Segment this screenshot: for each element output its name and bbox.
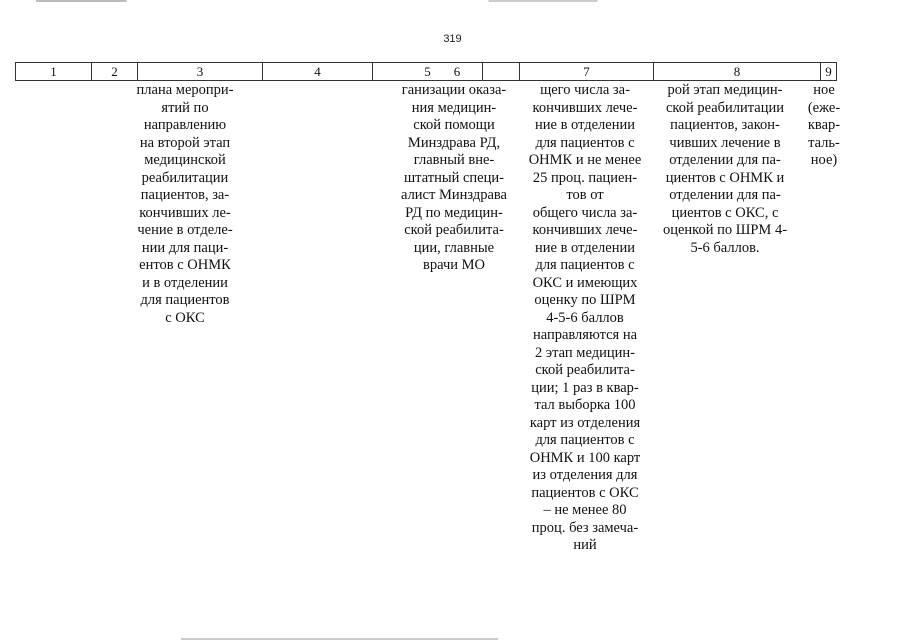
column-8-text: рой этап медицин- ской реабилитации пациентов, закон- чивших лечение в отделении для па- циентов с ОНМК и отделении для па- циентов с ОКС, с оценкой по ШРМ 4- 5-6 баллов. — [662, 82, 788, 256]
column-3-text: плана меропри- ятий по направлению на второй этап медицинской реабилитации пациентов, за- кончивших ле- чение в отделе- нии для паци- ентов с ОНМК и в отделении для пациентов с ОКС — [136, 82, 234, 326]
header-cell-7: 7 — [519, 63, 653, 80]
header-cell-2: 2 — [91, 63, 137, 80]
page-number: 319 — [443, 33, 462, 45]
table-header-row — [15, 62, 837, 81]
scan-edge-top — [0, 0, 905, 2]
header-cell-3: 3 — [137, 63, 262, 80]
column-7-text: щего числа за- кончивших лече- ние в отделении для пациентов с ОНМК и не менее 25 проц. пациен- тов от общего числа за- кончивших лече- ние в отделении для пациентов с ОКС и имеющих оценку по ШРМ 4-5-6 баллов направляются на 2 этап медицин- ской реабилита- ции; 1 раз в квар- тал выборка 100 карт из отделения для пациентов с ОНМК и 100 карт из отделения для пациентов с ОКС – не менее 80 проц. без замеча- ний — [528, 82, 642, 553]
header-cell-6: 6 — [453, 64, 461, 79]
header-cell-9: 9 — [820, 63, 837, 80]
header-cell-5: 5 — [372, 63, 482, 80]
header-cell-8: 8 — [653, 63, 820, 80]
header-cell-1: 1 — [15, 63, 91, 80]
column-6-text: ганизации оказа- ния медицин- ской помощи Минздрава РД, главный вне- штатный специ- алист Минздрава РД по медицин- ской реабилита- ции, главные врачи МО — [401, 82, 507, 273]
column-9-text: ное (еже- квар- таль- ное) — [807, 82, 841, 168]
header-cell-4: 4 — [262, 63, 372, 80]
